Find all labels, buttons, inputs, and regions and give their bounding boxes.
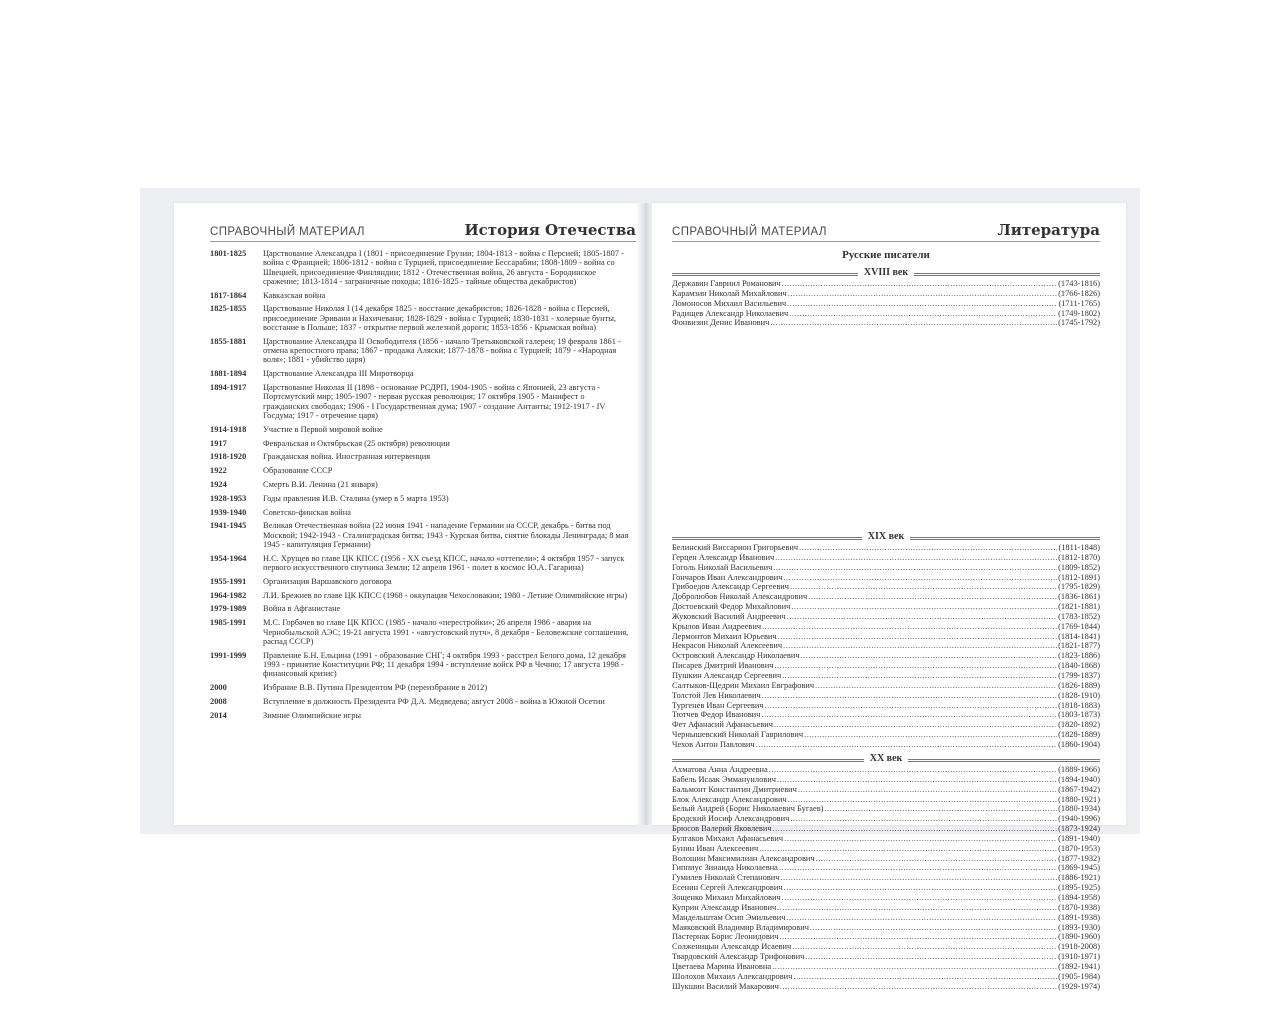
writer-years: (1891-1940) <box>1058 833 1100 843</box>
writer-row <box>672 854 1100 864</box>
writer-name: Герцен Александр Иванович <box>672 552 775 562</box>
writer-years: (1895-1925) <box>1058 883 1100 893</box>
writer-name: Жуковский Василий Андреевич <box>672 611 786 621</box>
dot-leader <box>816 854 1058 864</box>
dot-leader <box>810 923 1057 933</box>
writer-years: (1893-1930) <box>1058 922 1100 932</box>
writer-years: (1828-1910) <box>1058 690 1100 700</box>
writer-years: (1826-1889) <box>1058 680 1100 690</box>
writer-name: Твардовский Александр Трифонович <box>672 952 805 962</box>
timeline-year: 1939-1940 <box>210 507 247 517</box>
writer-name: Ахматова Анна Андреевна <box>672 765 768 774</box>
writer-row <box>672 710 1100 720</box>
writer-name: Островский Александр Николаевич <box>672 651 800 661</box>
timeline-event: Советско-финская война <box>263 507 351 517</box>
writer-name: Достоевский Федор Михайлович <box>672 602 791 612</box>
writer-row <box>672 903 1100 913</box>
writer-row <box>672 740 1100 750</box>
left-page <box>174 203 638 825</box>
timeline-year: 1979-1989 <box>210 604 247 614</box>
writer-years: (1769-1844) <box>1058 621 1100 631</box>
dot-leader <box>784 834 1057 844</box>
writer-row <box>672 289 1100 299</box>
writer-years: (1811-1848) <box>1058 543 1100 552</box>
timeline-year: 1918-1920 <box>210 452 247 462</box>
writer-years: (1783-1852) <box>1058 611 1100 621</box>
dot-leader <box>798 785 1057 795</box>
writer-name: Белинский Виссарион Григорьевич <box>672 543 799 552</box>
dot-leader <box>774 661 1057 671</box>
dot-leader <box>756 740 1058 750</box>
timeline-event: Л.И. Брежнев во главе ЦК КПСС (1968 - оккупация Чехословакии; 1980 - Летние Олимпийские игры) <box>263 590 628 600</box>
timeline-year: 1922 <box>210 466 227 476</box>
writer-row <box>672 942 1100 952</box>
dot-leader <box>765 701 1058 711</box>
writer-row <box>672 720 1100 730</box>
dot-leader <box>784 883 1058 893</box>
timeline-year: 1894-1917 <box>210 383 247 393</box>
timeline-event: Царствование Александра I (1801 - присоединение Грузии; 1804-1813 - война с Персией; 1805-1807 - война с Францией; 1806-1812 - война с Турцией, присоединение Бессарабии; 1808-1809 - война со Швецией, присоединение Финляндии; 1812 - Отечественная война, 26 августа - Бородинское сражение; 1813-1814 - заграничные походы; 1816-1825 - тайные общества декабристов) <box>263 249 624 286</box>
writer-name: Чернышевский Николай Гаврилович <box>672 730 804 740</box>
timeline-event: Царствование Николая II (1898 - основание РСДРП, 1904-1905 - война с Японией, 23 августа - Портсмутский мир; 1905-1907 - первая русская революция; 17 октября 1905 - Манифест о гражданских свободах; 1906 - I Государственная дума; 1907 - создание Антанты; 1912-1917 - IV Госдума; 1917 - отречение царя) <box>263 383 606 420</box>
timeline-year: 1985-1991 <box>210 618 247 628</box>
writer-name: Бродский Иосиф Александрович <box>672 814 790 824</box>
writer-name: Писарев Дмитрий Иванович <box>672 661 774 671</box>
dot-leader <box>815 681 1057 691</box>
timeline-year: 1928-1953 <box>210 493 247 503</box>
timeline-event: М.С. Горбачев во главе ЦК КПСС (1985 - начало «перестройки»; 26 апреля 1986 - авария на Чернобыльской АЭС; 19-21 августа 1991 - «августовский путч», 8 декабря - Беловежские соглашения, распад СССР) <box>263 618 629 646</box>
writer-years: (1821-1881) <box>1058 602 1100 612</box>
writer-row <box>672 834 1100 844</box>
writer-years: (1886-1921) <box>1058 873 1100 883</box>
writer-years: (1880-1934) <box>1058 804 1100 814</box>
writer-name: Некрасов Николай Алексеевич <box>672 641 783 651</box>
timeline-row <box>210 466 630 475</box>
writer-years: (1743-1816) <box>1058 279 1100 288</box>
writer-name: Ломоносов Михаил Васильевич <box>672 298 787 308</box>
writer-name: Есенин Сергей Александрович <box>672 883 783 893</box>
writer-years: (1821-1877) <box>1058 641 1100 651</box>
writers-list-title: Русские писатели <box>842 249 930 261</box>
timeline-event: Избрание В.В. Путина Президентом РФ (переизбрание в 2012) <box>263 682 488 692</box>
writer-years: (1823-1886) <box>1058 651 1100 661</box>
dot-leader <box>788 289 1057 299</box>
timeline-event: Царствование Александра II Освободителя (1856 - начало Третьяковской галереи; 19 февраля 1861 - отмена крепостного права; 1867 - продажа Аляски; 1877-1878 - война с Турцией; 1879 - «Народная воля»; 1881 - убийство царя) <box>263 336 621 365</box>
writer-row <box>672 671 1100 681</box>
writer-name: Гоголь Николай Васильевич <box>672 562 773 572</box>
dot-leader <box>824 804 1057 814</box>
writer-years: (1889-1966) <box>1058 765 1100 774</box>
writer-name: Тургенев Иван Сергеевич <box>672 700 764 710</box>
writer-years: (1877-1932) <box>1058 853 1100 863</box>
timeline-row <box>210 480 630 489</box>
century-heading <box>672 531 1100 543</box>
writer-years: (1918-2008) <box>1058 942 1100 952</box>
writer-years: (1905-1984) <box>1058 971 1100 981</box>
writer-row <box>672 622 1100 632</box>
timeline-year: 2000 <box>210 682 227 692</box>
writer-name: Бальмонт Константин Дмитриевич <box>672 784 797 794</box>
timeline-event: Война в Афганистане <box>263 604 341 614</box>
timeline-year: 1801-1825 <box>210 249 247 258</box>
timeline-event: Царствование Николая I (14 декабря 1825 - восстание декабристов; 1826-1828 - война с Персией, присоединение Эривани и Нахичевани; 1828-1829 - война с Турцией; 1830-1831 - холерные бунты, восстание в Польше; 1837 - открытие первой железной дороги; 1853-1856 - Крымская война) <box>263 304 616 333</box>
writer-row <box>672 318 1100 328</box>
writer-name: Державин Гавриил Романович <box>672 279 781 288</box>
writer-row <box>672 775 1100 785</box>
timeline-row <box>210 591 630 600</box>
writer-years: (1820-1892) <box>1058 720 1100 730</box>
timeline-event: Образование СССР <box>263 466 333 476</box>
timeline-event: Н.С. Хрущев во главе ЦК КПСС (1956 - XX съезд КПСС, начало «оттепели»; 4 октября 1957 - запуск первого искусственного спутника Земли; 12 апреля 1961 - полет в космос Ю.А. Гагарина) <box>263 553 625 573</box>
writer-row <box>672 893 1100 903</box>
writer-name: Цветаева Марина Ивановна <box>672 961 772 971</box>
writer-name: Куприн Александр Иванович <box>672 902 777 912</box>
writer-name: Радищев Александр Николаевич <box>672 308 789 318</box>
writer-years: (1869-1945) <box>1058 863 1100 873</box>
writer-years: (1891-1938) <box>1058 912 1100 922</box>
left-header-title: История Отечества <box>464 221 636 239</box>
dot-leader <box>778 632 1058 642</box>
writer-row <box>672 923 1100 933</box>
timeline-year: 1881-1894 <box>210 369 247 379</box>
dot-leader <box>799 543 1057 553</box>
writer-name: Крылов Иван Андреевич <box>672 621 762 631</box>
timeline-event: Участие в Первой мировой войне <box>263 424 383 434</box>
timeline-year: 1825-1855 <box>210 304 247 314</box>
writer-row <box>672 873 1100 883</box>
writer-row <box>672 844 1100 854</box>
writer-years: (1867-1942) <box>1058 784 1100 794</box>
timeline-row <box>210 291 630 300</box>
writer-name: Зощенко Михаил Михайлович <box>672 892 781 902</box>
writer-row <box>672 651 1100 661</box>
dot-leader <box>777 775 1057 785</box>
writer-years: (1836-1861) <box>1058 592 1100 602</box>
dot-leader <box>780 873 1057 883</box>
century-section <box>672 531 1100 750</box>
century-heading <box>672 753 1100 765</box>
writer-name: Гумилев Николай Степанович <box>672 873 780 883</box>
writer-name: Пушкин Александр Сергеевич <box>672 670 782 680</box>
writer-row <box>672 661 1100 671</box>
writer-row <box>672 785 1100 795</box>
writer-years: (1795-1829) <box>1058 582 1100 592</box>
timeline-year: 1924 <box>210 479 227 489</box>
writer-name: Пастернак Борис Леонидович <box>672 932 779 942</box>
writer-row <box>672 681 1100 691</box>
dot-leader <box>805 952 1057 962</box>
dot-leader <box>783 573 1057 583</box>
dot-leader <box>777 903 1057 913</box>
timeline-event: Великая Отечественная война (22 июня 1941 - нападение Германии на СССР, декабрь - битва под Москвой; 1942-1943 - Сталинградская битва; 1943 - Курская битва, снятие блокады Ленинграда; 8 мая 1945 - капитуляция Германии) <box>263 521 629 549</box>
century-label: XVIII век <box>858 267 914 278</box>
dot-leader <box>786 913 1057 923</box>
dot-leader <box>788 795 1057 805</box>
writer-row <box>672 553 1100 563</box>
writer-row <box>672 795 1100 805</box>
dot-leader <box>787 612 1057 622</box>
writer-row <box>672 592 1100 602</box>
writer-name: Булгаков Михаил Афанасьевич <box>672 833 784 843</box>
dot-leader <box>783 641 1057 651</box>
timeline-event: Царствование Александра III Миротворца <box>263 369 414 379</box>
writer-name: Гиппиус Зинаида Николаевна <box>672 863 778 873</box>
writer-name: Лермонтов Михаил Юрьевич <box>672 631 777 641</box>
writer-row <box>672 543 1100 553</box>
writer-row <box>672 952 1100 962</box>
writer-years: (1809-1852) <box>1058 562 1100 572</box>
timeline-row <box>210 711 630 720</box>
writer-row <box>672 299 1100 309</box>
dot-leader <box>773 563 1057 573</box>
writer-row <box>672 279 1100 289</box>
dot-leader <box>782 671 1057 681</box>
writer-years: (1766-1826) <box>1058 288 1100 298</box>
dot-leader <box>801 651 1058 661</box>
timeline-event: Вступление в должность Президента РФ Д.А. Медведева; август 2008 - война в Южной Осетии <box>263 696 605 706</box>
dot-leader <box>787 299 1057 309</box>
writer-row <box>672 972 1100 982</box>
timeline-row <box>210 439 630 448</box>
dot-leader <box>793 972 1057 982</box>
writer-row <box>672 730 1100 740</box>
writer-years: (1749-1802) <box>1058 308 1100 318</box>
writer-name: Грибоедов Александр Сергеевич <box>672 582 790 592</box>
writer-name: Гончаров Иван Александрович <box>672 572 783 582</box>
timeline-year: 1954-1964 <box>210 553 247 563</box>
writer-years: (1910-1971) <box>1058 952 1100 962</box>
right-page <box>652 203 1126 991</box>
timeline-event: Зимние Олимпийские игры <box>263 710 362 720</box>
timeline-year: 2008 <box>210 696 227 706</box>
writer-row <box>672 309 1100 319</box>
right-header-label: СПРАВОЧНЫЙ МАТЕРИАЛ <box>672 226 827 238</box>
writer-row <box>672 913 1100 923</box>
writer-years: (1890-1960) <box>1058 932 1100 942</box>
writer-row <box>672 982 1100 992</box>
writer-name: Чехов Антон Павлович <box>672 739 755 749</box>
writer-name: Салтыков-Щедрин Михаил Евграфович <box>672 680 815 690</box>
timeline-year: 1941-1945 <box>210 521 247 531</box>
century-section <box>672 267 1100 328</box>
timeline-event: Правление Б.Н. Ельцина (1991 - образование СНГ; 4 октября 1993 - расстрел Белого дома, 12 декабря 1993 - принятие Конституции РФ; 11 декабря 1994 - вступление войск РФ в Чечню; 17 августа 1998 - финансовый кризис) <box>263 650 626 679</box>
timeline-row <box>210 651 630 679</box>
dot-leader <box>770 318 1057 328</box>
writer-years: (1745-1792) <box>1058 318 1100 328</box>
dot-leader <box>761 710 1057 720</box>
timeline-row <box>210 452 630 461</box>
writer-years: (1894-1940) <box>1058 774 1100 784</box>
timeline-year: 1917 <box>210 438 227 448</box>
writer-years: (1711-1765) <box>1058 298 1100 308</box>
writer-name: Добролюбов Николай Александрович <box>672 592 808 602</box>
writer-years: (1818-1883) <box>1058 700 1100 710</box>
writer-years: (1812-1891) <box>1058 572 1100 582</box>
writer-name: Мандельштам Осип Эмильевич <box>672 912 786 922</box>
writer-years: (1873-1924) <box>1058 824 1100 834</box>
timeline-event: Кавказская война <box>263 290 326 300</box>
writer-row <box>672 563 1100 573</box>
writer-name: Брюсов Валерий Яковлевич <box>672 824 772 834</box>
writer-name: Шукшин Василий Макарович <box>672 981 779 991</box>
writer-name: Белый Андрей (Борис Николаевич Бугаев) <box>672 804 824 814</box>
writer-row <box>672 612 1100 622</box>
dot-leader <box>772 962 1057 972</box>
writer-years: (1940-1996) <box>1058 814 1100 824</box>
writer-years: (1803-1873) <box>1058 710 1100 720</box>
dot-leader <box>769 765 1057 775</box>
century-heading <box>672 267 1100 279</box>
timeline-row <box>210 683 630 692</box>
dot-leader <box>804 730 1057 740</box>
dot-leader <box>791 602 1057 612</box>
writer-name: Толстой Лев Николаевич <box>672 690 761 700</box>
dot-leader <box>762 622 1057 632</box>
writer-years: (1880-1921) <box>1058 794 1100 804</box>
writer-row <box>672 582 1100 592</box>
writer-years: (1929-1974) <box>1058 981 1100 991</box>
writer-row <box>672 824 1100 834</box>
writer-years: (1870-1953) <box>1058 843 1100 853</box>
dot-leader <box>762 691 1057 701</box>
writer-row <box>672 602 1100 612</box>
writer-name: Бунин Иван Алексеевич <box>672 843 759 853</box>
writer-name: Маяковский Владимир Владимирович <box>672 922 809 932</box>
dot-leader <box>792 942 1057 952</box>
writer-row <box>672 932 1100 942</box>
writer-row <box>672 863 1100 873</box>
dot-leader <box>779 863 1057 873</box>
dot-leader <box>774 720 1057 730</box>
writer-years: (1840-1868) <box>1058 661 1100 671</box>
timeline-year: 1955-1991 <box>210 576 247 586</box>
writer-name: Блок Александр Александрович <box>672 794 787 804</box>
writer-name: Фонвизин Денис Иванович <box>672 318 770 328</box>
writer-row <box>672 883 1100 893</box>
writer-years: (1814-1841) <box>1058 631 1100 641</box>
writer-name: Карамзин Николай Михайлович <box>672 288 787 298</box>
writer-years: (1894-1958) <box>1058 892 1100 902</box>
writer-row <box>672 701 1100 711</box>
timeline-row <box>210 369 630 378</box>
writer-row <box>672 814 1100 824</box>
timeline-row <box>210 304 630 332</box>
timeline-year: 1914-1918 <box>210 424 247 434</box>
writer-name: Тютчев Федор Иванович <box>672 710 761 720</box>
timeline-row <box>210 383 630 420</box>
writer-row <box>672 962 1100 972</box>
timeline-row <box>210 697 630 706</box>
dot-leader <box>759 844 1057 854</box>
writer-row <box>672 573 1100 583</box>
timeline-row <box>210 554 630 573</box>
writer-name: Волошин Максимилиан Александрович <box>672 853 815 863</box>
dot-leader <box>790 582 1057 592</box>
history-timeline <box>210 249 630 724</box>
century-label: XIX век <box>862 531 910 542</box>
timeline-year: 1991-1999 <box>210 650 247 660</box>
dot-leader <box>782 279 1057 289</box>
writer-row <box>672 804 1100 814</box>
right-page-header <box>672 217 1100 242</box>
dot-leader <box>782 893 1057 903</box>
writer-row <box>672 641 1100 651</box>
left-header-label: СПРАВОЧНЫЙ МАТЕРИАЛ <box>210 226 365 238</box>
writer-years: (1828-1889) <box>1058 730 1100 740</box>
dot-leader <box>775 553 1057 563</box>
timeline-row <box>210 618 630 646</box>
dot-leader <box>773 824 1058 834</box>
timeline-row <box>210 425 630 434</box>
writer-years: (1860-1904) <box>1058 739 1100 749</box>
timeline-row <box>210 577 630 586</box>
timeline-year: 1817-1864 <box>210 290 247 300</box>
timeline-row <box>210 604 630 613</box>
timeline-event: Смерть В.И. Ленина (21 января) <box>263 479 378 489</box>
writer-name: Бабель Исаак Эммануилович <box>672 774 776 784</box>
dot-leader <box>779 932 1057 942</box>
timeline-year: 1855-1881 <box>210 336 247 346</box>
timeline-event: Годы правления И.В. Сталина (умер в 5 марта 1953) <box>263 493 449 503</box>
timeline-event: Февральская и Октябрьская (25 октября) революции <box>263 438 450 448</box>
writer-name: Фет Афанасий Афанасьевич <box>672 720 773 730</box>
timeline-event: Организация Варшавского договора <box>263 576 392 586</box>
timeline-row <box>210 521 630 549</box>
timeline-event: Гражданская война. Иностранная интервенция <box>263 452 431 462</box>
right-header-title: Литература <box>997 221 1100 239</box>
writer-row <box>672 691 1100 701</box>
writer-row <box>672 632 1100 642</box>
dot-leader <box>808 592 1057 602</box>
dot-leader <box>790 814 1057 824</box>
timeline-year: 2014 <box>210 710 227 720</box>
writer-name: Солженицын Александр Исаевич <box>672 942 792 952</box>
timeline-year: 1964-1982 <box>210 590 247 600</box>
century-section <box>672 753 1100 991</box>
writer-name: Шолохов Михаил Александрович <box>672 971 793 981</box>
timeline-row <box>210 249 630 286</box>
timeline-row <box>210 508 630 517</box>
century-label: XX век <box>864 753 909 764</box>
writer-years: (1870-1938) <box>1058 902 1100 912</box>
writer-years: (1892-1941) <box>1058 961 1100 971</box>
writer-row <box>672 765 1100 775</box>
writer-years: (1812-1870) <box>1058 552 1100 562</box>
timeline-row <box>210 337 630 365</box>
writer-years: (1799-1837) <box>1058 670 1100 680</box>
left-page-header <box>210 217 636 242</box>
dot-leader <box>780 982 1057 992</box>
timeline-row <box>210 494 630 503</box>
dot-leader <box>789 309 1057 319</box>
